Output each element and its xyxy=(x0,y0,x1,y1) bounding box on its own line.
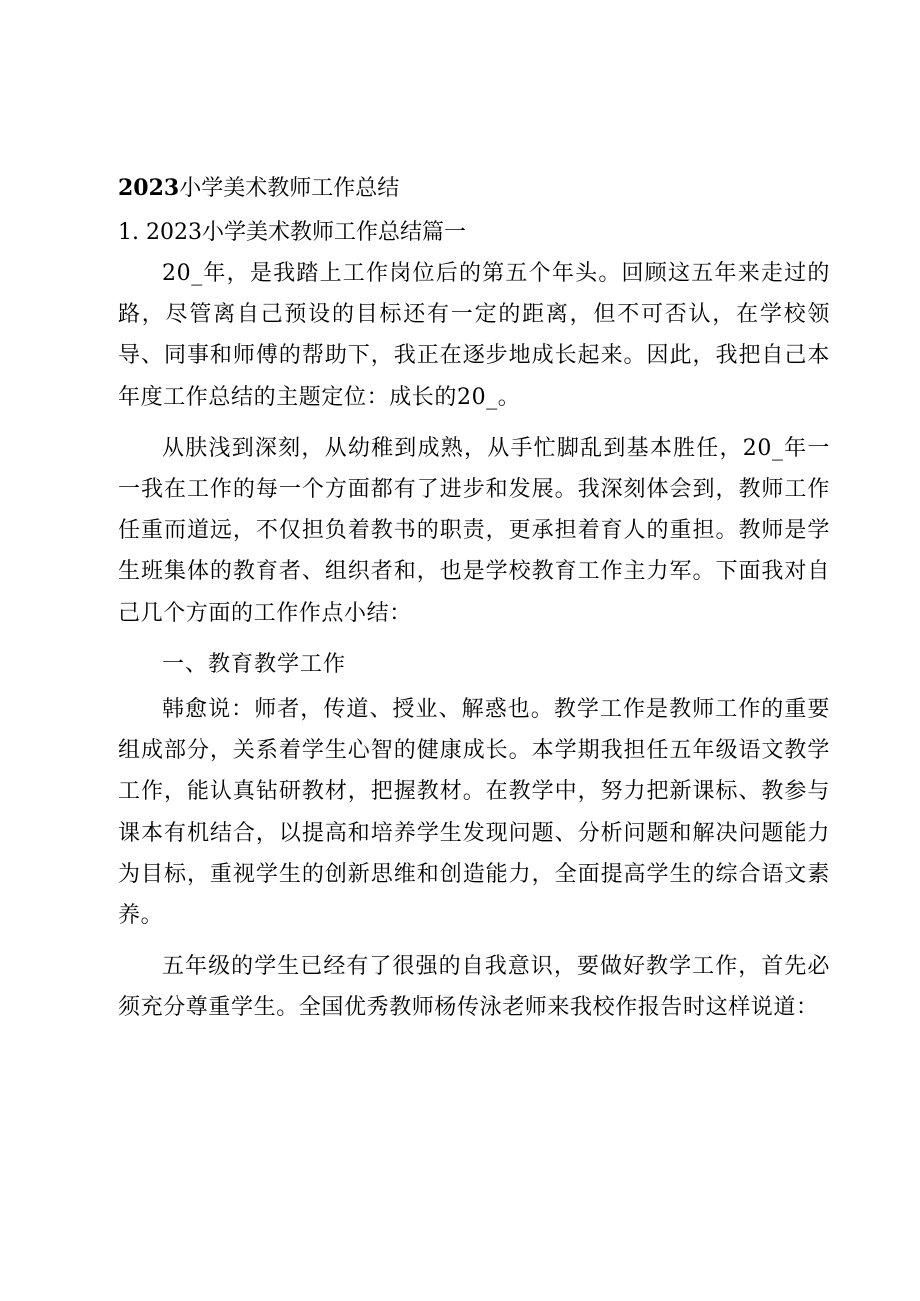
paragraph-intro: 20_年，是我踏上工作岗位后的第五个年头。回顾这五年来走过的路，尽管离自己预设的目标还有一定的距离，但不可否认，在学校领导、同事和师傅的帮助下，我正在逐步地成长起来。因此，我把自己本年度工作总结的主题定位：成长的20_。 xyxy=(118,261,830,410)
section-heading: 一、教育教学工作 xyxy=(162,651,347,677)
title-text: 小学美术教师工作总结 xyxy=(179,176,400,201)
document-subtitle: 1. 2023小学美术教师工作总结篇一 xyxy=(118,220,466,245)
paragraph-students: 五年级的学生已经有了很强的自我意识，要做好教学工作，首先必须充分尊重学生。全国优秀教师杨传泳老师来我校作报告时这样说道： xyxy=(118,954,830,1021)
title-year: 2023 xyxy=(118,175,180,201)
document-title xyxy=(118,170,830,207)
paragraph-teaching: 韩愈说：师者，传道、授业、解惑也。教学工作是教师工作的重要组成部分，关系着学生心智的健康成长。本学期我担任五年级语文教学工作，能认真钻研教材，把握教材。在教学中，努力把新课标、教参与课本有机结合，以提高和培养学生发现问题、分析问题和解决问题能力为目标，重视学生的创新思维和创造能力，全面提高学生的综合语文素养。 xyxy=(118,697,830,929)
document-body xyxy=(118,170,830,1039)
paragraph-growth: 从肤浅到深刻，从幼稚到成熟，从手忙脚乱到基本胜任，20_年一一我在工作的每一个方面都有了进步和发展。我深刻体会到，教师工作任重而道远，不仅担负着教书的职责，更承担着育人的重担。教师是学生班集体的教育者、组织者和，也是学校教育工作主力军。下面我对自己几个方面的工作作点小结： xyxy=(118,435,830,626)
